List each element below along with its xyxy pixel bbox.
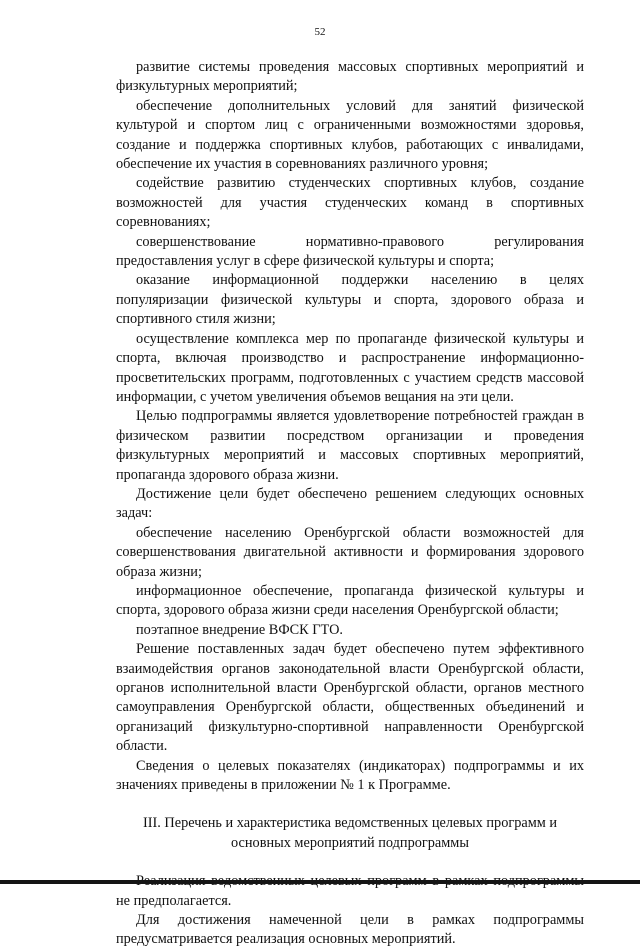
- document-body: [116, 58, 584, 950]
- paragraph: осуществление комплекса мер по пропаганде физической культуры и спорта, включая производство и распространение информационно-просветительских программ, подготовленных с участием средств массовой информации, с учетом увеличения объемов вещания на эти цели.: [116, 330, 584, 405]
- paragraph: информационное обеспечение, пропаганда физической культуры и спорта, здорового образа жизни среди населения Оренбургской области;: [116, 582, 584, 619]
- paragraph: совершенствование нормативно-правового регулирования предоставления услуг в сфере физической культуры и спорта;: [116, 233, 584, 270]
- paragraph: Сведения о целевых показателях (индикаторах) подпрограммы и их значениях приведены в приложении № 1 к Программе.: [116, 757, 584, 794]
- page-number: 52: [314, 26, 326, 38]
- section-heading: III. Перечень и характеристика ведомственных целевых программ и основных мероприятий подпрограммы: [142, 815, 558, 851]
- paragraph: содействие развитию студенческих спортивных клубов, создание возможностей для участия студенческих команд в спортивных соревнованиях;: [116, 175, 584, 231]
- paragraph: обеспечение дополнительных условий для занятий физической культурой и спортом лиц с ограниченными возможностями здоровья, создание и поддержка спортивных клубов, работающих с инвалидами, обеспечение их участия в соревнованиях различного уровня;: [116, 97, 584, 173]
- paragraph: не предполагается.: [116, 892, 232, 909]
- paragraph: обеспечение населению Оренбургской области возможностей для совершенствования двигательной активности и формирования здорового образа жизни;: [116, 524, 584, 580]
- paragraph: развитие системы проведения массовых спортивных мероприятий и физкультурных мероприятий;: [116, 59, 584, 95]
- paragraph: Целью подпрограммы является удовлетворение потребностей граждан в физическом развитии посредством организации и проведения физкультурных мероприятий и массовых спортивных мероприятий, пропаганда здорового образа жизни.: [116, 408, 584, 483]
- paragraph: оказание информационной поддержки населению в целях популяризации физической культуры и спорта, здорового образа и спортивного стиля жизни;: [116, 272, 584, 328]
- paragraph: поэтапное внедрение ВФСК ГТО.: [136, 621, 343, 638]
- paragraph: Достижение цели будет обеспечено решением следующих основных задач:: [116, 485, 584, 522]
- paragraph: Для достижения намеченной цели в рамках подпрограммы предусматривается реализация основных мероприятий.: [116, 912, 584, 948]
- paragraph: Решение поставленных задач будет обеспечено путем эффективного взаимодействия органов законодательной власти Оренбургской области, органов исполнительной власти Оренбургской области, органов местного самоуправления Оренбургской области, общественных объединений и организаций физкультурно-спортивной направленности Оренбургской области.: [116, 641, 584, 755]
- bottom-rule: [0, 880, 640, 884]
